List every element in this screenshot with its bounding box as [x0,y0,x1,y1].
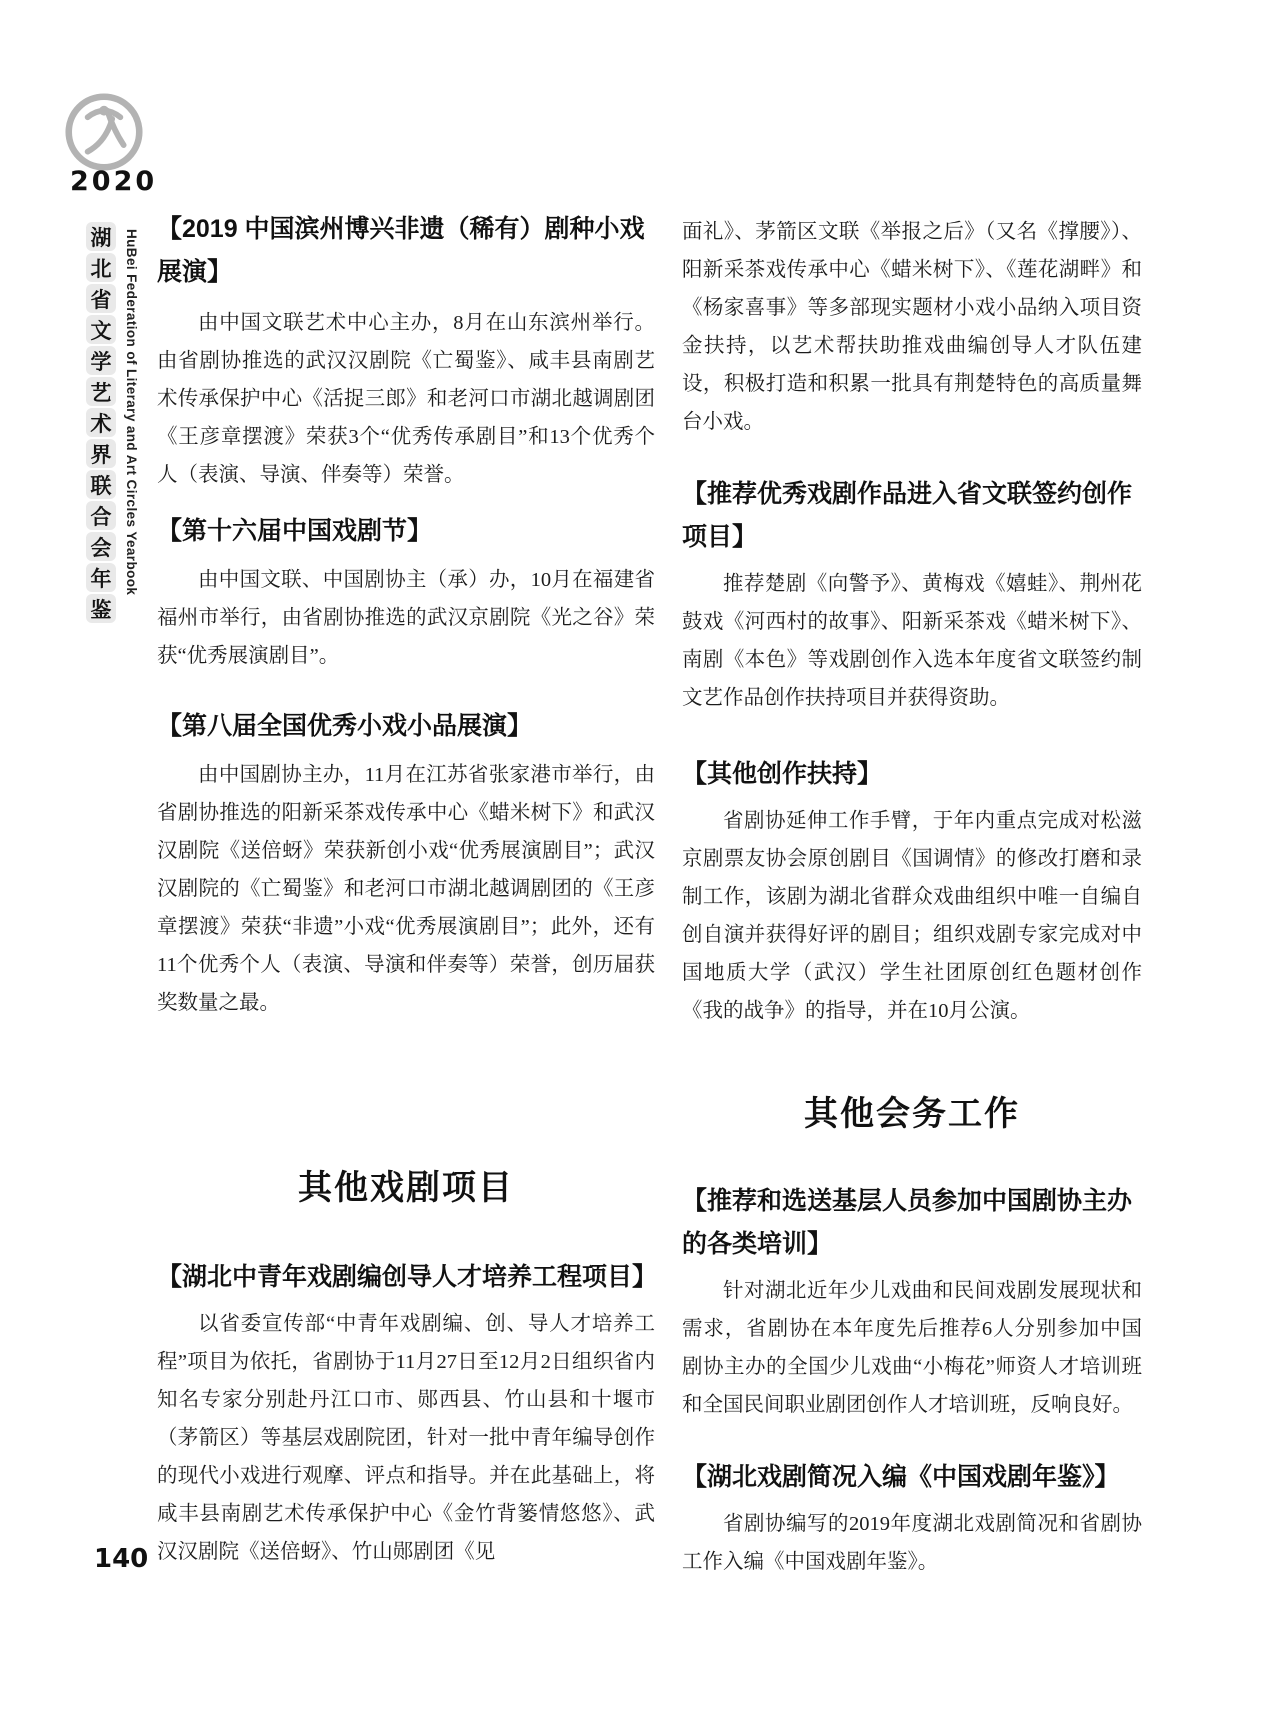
entry-heading-16th-china-theatre-festival: 【第十六届中国戏剧节】 [157,517,433,545]
sidebar-char: 鉴 [86,594,116,623]
section-title-other-theatre-projects: 其他戏剧项目 [298,1169,514,1207]
entry-text: 由中国文联、中国剧协主（承）办，10月在福建省福州市举行，由省剧协推选的武汉京剧院《光之谷》荣获“优秀展演剧目”。 [157,569,655,667]
entry-text-continued: 面礼》、茅箭区文联《举报之后》（又名《撑腰》）、阳新采茶戏传承中心《蜡米树下》、《莲花湖畔》和《杨家喜事》等多部现实题材小戏小品纳入项目资金扶持，以艺术帮扶助推戏曲编创导人才队伍建设，积极打造和积累一批具有荆楚特色的高质量舞台小戏。 [682,221,1142,433]
sidebar-title-vertical [86,222,116,623]
entry-text: 针对湖北近年少儿戏曲和民间戏剧发展现状和需求，省剧协在本年度先后推荐6人分别参加中国剧协主办的全国少儿戏曲“小梅花”师资人才培训班和全国民间职业剧团创作人才培训班，反响良好。 [682,1280,1142,1416]
right-column [682,213,1142,1581]
entry-text: 由中国文联艺术中心主办，8月在山东滨州举行。由省剧协推选的武汉汉剧院《亡蜀鉴》、咸丰县南剧艺术传承保护中心《活捉三郎》和老河口市湖北越调剧团《王彦章摆渡》荣获3个“优秀传承剧目”和13个优秀个人（表演、导演、伴奏等）荣誉。 [157,312,655,486]
sidebar-char: 湖 [86,222,116,251]
sidebar-char: 省 [86,284,116,313]
sidebar-char: 北 [86,253,116,282]
sidebar-char: 年 [86,563,116,592]
entry-heading-other-creation-support: 【其他创作扶持】 [682,760,883,788]
entry-text: 以省委宣传部“中青年戏剧编、创、导人才培养工程”项目为依托，省剧协于11月27日至12月2日组织省内知名专家分别赴丹江口市、郧西县、竹山县和十堰市（茅箭区）等基层戏剧院团，针对一批中青年编导创作的现代小戏进行观摩、评点和指导。并在此基础上，将咸丰县南剧艺术传承保护中心《金竹背篓情悠悠》、武汉汉剧院《送倍蚜》、竹山郧剧团《见 [157,1313,655,1563]
entry-text: 由中国剧协主办，11月在江苏省张家港市举行，由省剧协推选的阳新采茶戏传承中心《蜡米树下》和武汉汉剧院《送倍蚜》荣获新创小戏“优秀展演剧目”；武汉汉剧院的《亡蜀鉴》和老河口市湖北越调剧团的《王彦章摆渡》荣获“非遗”小戏“优秀展演剧目”；此外，还有11个优秀个人（表演、导演和伴奏等）荣誉，创历届获奖数量之最。 [157,764,655,1014]
sidebar-char: 术 [86,408,116,437]
entry-text: 推荐楚剧《向警予》、黄梅戏《嬉蛙》、荆州花鼓戏《河西村的故事》、阳新采茶戏《蜡米树下》、南剧《本色》等戏剧创作入选本年度省文联签约制文艺作品创作扶持项目并获得资助。 [682,573,1142,709]
entry-heading-talent-training-project: 【湖北中青年戏剧编创导人才培养工程项目】 [157,1263,658,1291]
logo-year-label: 2020 [70,166,158,197]
entry-text: 省剧协编写的2019年度湖北戏剧简况和省剧协工作入编《中国戏剧年鉴》。 [682,1513,1142,1573]
section-title-other-association-work: 其他会务工作 [804,1095,1020,1133]
entry-heading-8th-national-short-plays: 【第八届全国优秀小戏小品展演】 [157,712,533,740]
entry-heading-yearbook-inclusion: 【湖北戏剧简况入编《中国戏剧年鉴》】 [682,1463,1120,1491]
entry-text: 省剧协延伸工作手臂，于年内重点完成对松滋京剧票友协会原创剧目《国调情》的修改打磨和录制工作，该剧为湖北省群众戏曲组织中唯一自编自创自演并获得好评的剧目；组织戏剧专家完成对中国地质大学（武汉）学生社团原创红色题材创作《我的战争》的指导，并在10月公演。 [682,810,1142,1022]
sidebar-char: 会 [86,532,116,561]
sidebar-char: 学 [86,346,116,375]
page-number: 140 [94,1544,149,1574]
sidebar-char: 艺 [86,377,116,406]
sidebar-char: 合 [86,501,116,530]
left-column [157,208,658,1571]
sidebar-char: 文 [86,315,116,344]
sidebar-title-english: HuBei Federation of Literary and Art Circles Yearbook [124,229,139,596]
federation-emblem-icon [63,90,145,174]
entry-heading-recommended-works-signing: 【推荐优秀戏剧作品进入省文联签约创作项目】 [682,480,1133,551]
entry-heading-training-recommendations: 【推荐和选送基层人员参加中国剧协主办的各类培训】 [682,1187,1133,1258]
sidebar-char: 界 [86,439,116,468]
sidebar-char: 联 [86,470,116,499]
entry-heading-binzhou-exhibition: 【2019 中国滨州博兴非遗（稀有）剧种小戏展演】 [157,215,645,286]
